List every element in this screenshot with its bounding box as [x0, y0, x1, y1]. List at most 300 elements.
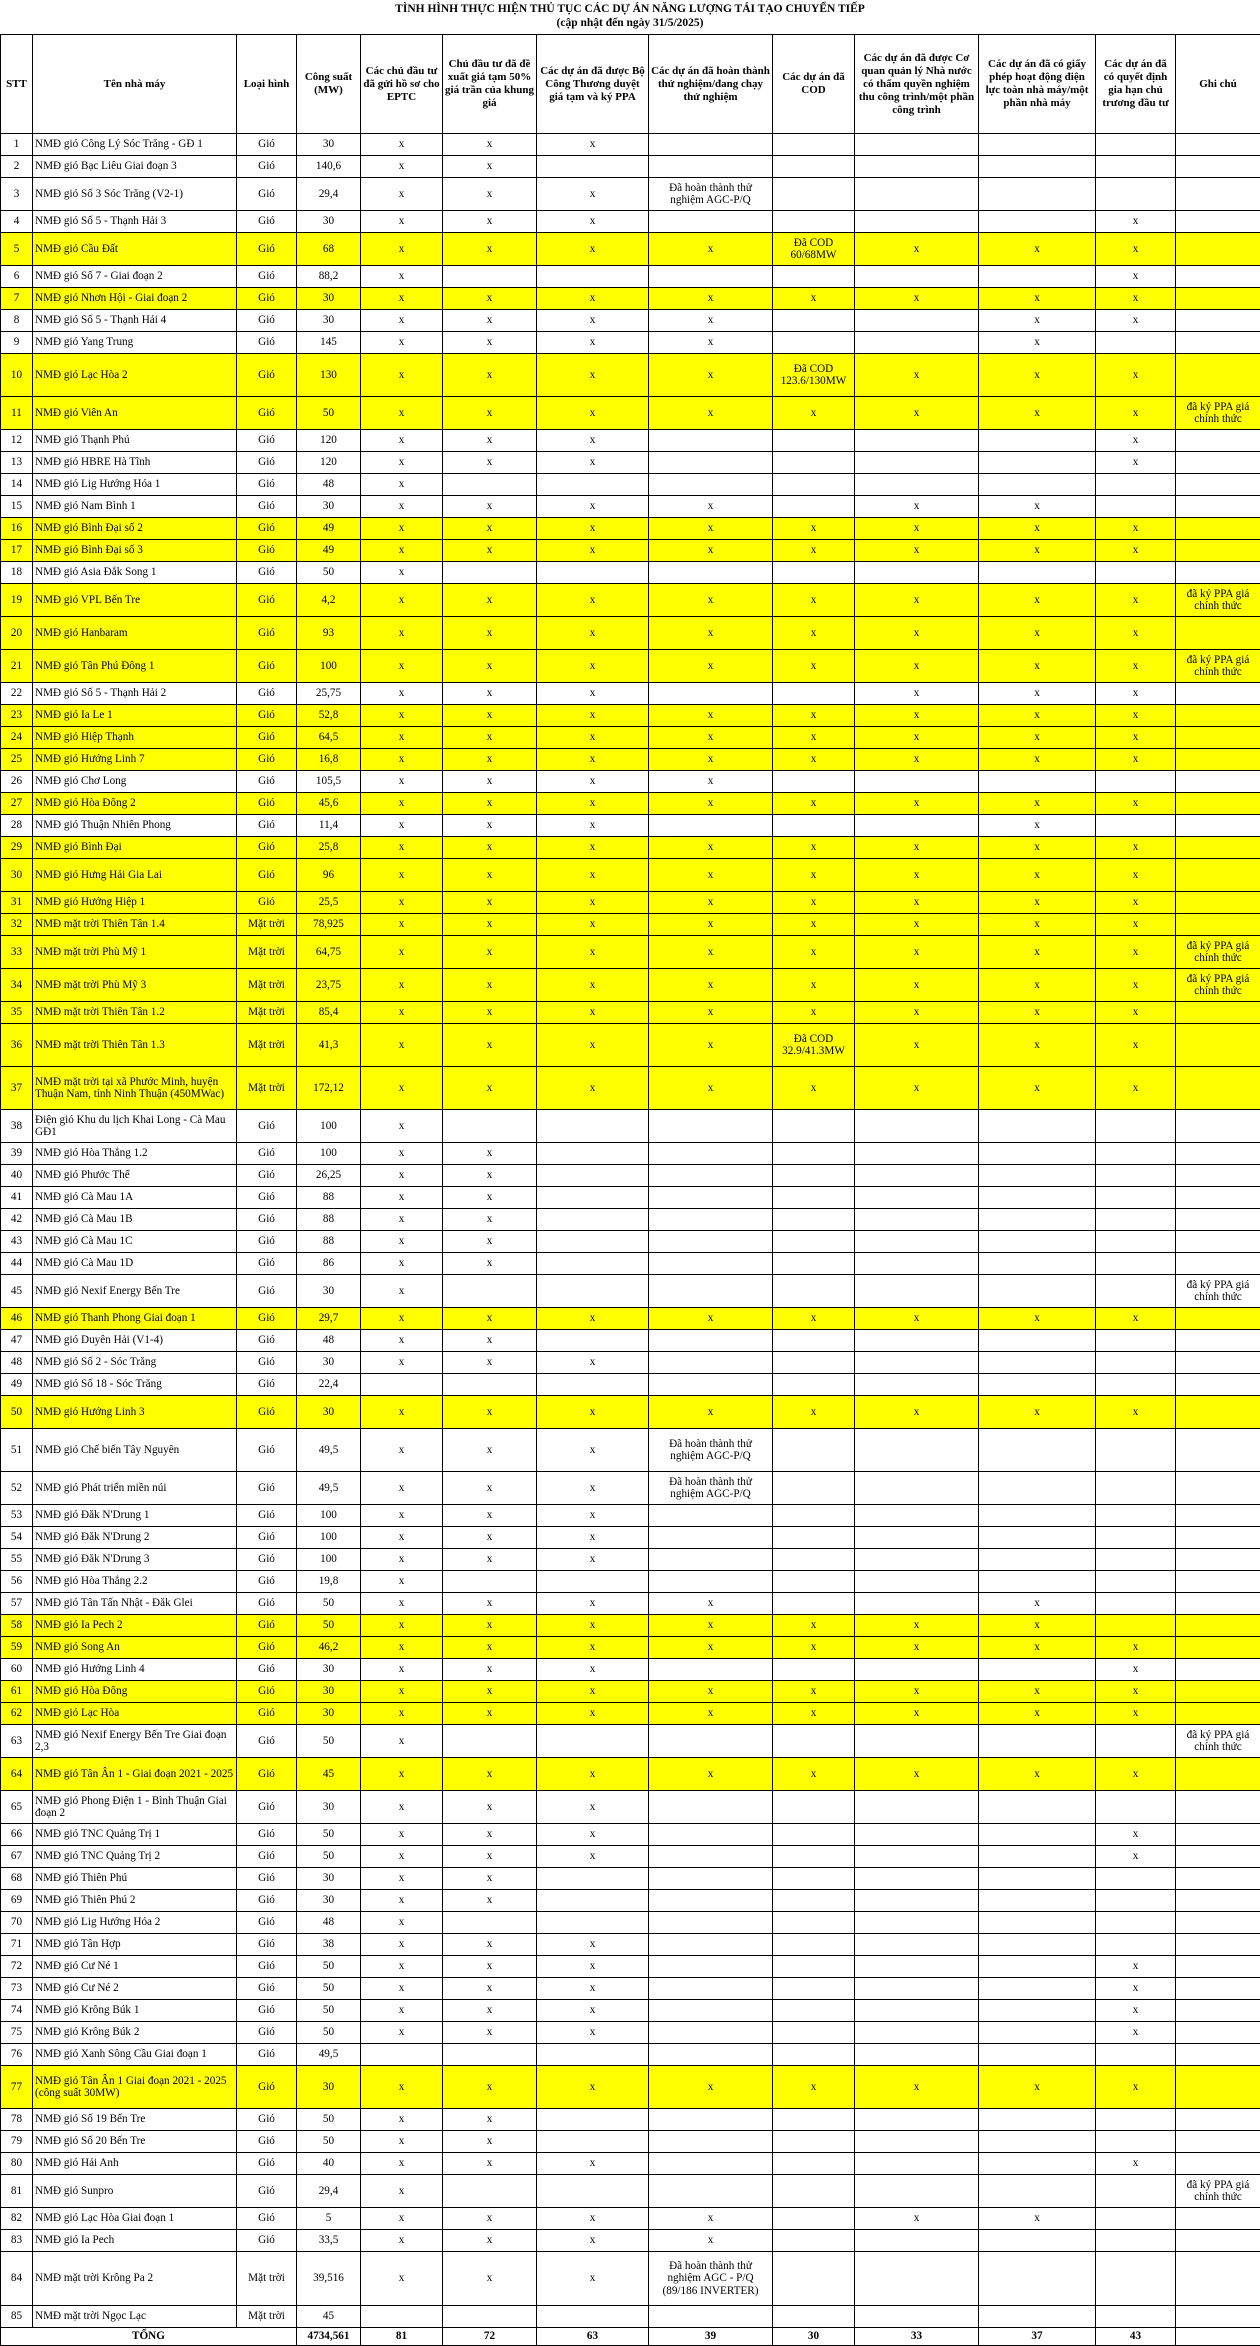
table-cell: x	[537, 650, 649, 683]
table-cell: Đã hoàn thành thử nghiệm AGC-P/Q	[649, 1472, 773, 1505]
table-cell: x	[537, 1659, 649, 1681]
table-cell	[1176, 2066, 1260, 2109]
table-cell: Gió	[237, 1593, 297, 1615]
table-cell: x	[979, 1024, 1096, 1067]
table-cell: x	[537, 1308, 649, 1330]
table-row	[1, 2044, 1260, 2066]
table-cell: x	[443, 815, 537, 837]
table-cell: x	[979, 1308, 1096, 1330]
table-cell	[773, 1187, 855, 1209]
table-cell: 88	[297, 1209, 361, 1231]
table-cell: x	[979, 837, 1096, 859]
total-cell: 43	[1096, 2328, 1176, 2346]
table-cell	[1096, 1549, 1176, 1571]
table-cell: 19,8	[297, 1571, 361, 1593]
table-cell: 85	[1, 2306, 33, 2328]
table-cell: x	[855, 2208, 979, 2230]
table-cell: 46,2	[297, 1637, 361, 1659]
table-cell	[1176, 1308, 1260, 1330]
table-cell: x	[649, 1758, 773, 1791]
table-cell: x	[773, 584, 855, 617]
table-cell: 29,4	[297, 2175, 361, 2208]
table-cell	[979, 452, 1096, 474]
plant-name-cell: NMĐ gió Cư Né 1	[33, 1956, 237, 1978]
plant-name-cell: NMĐ gió Ia Pech	[33, 2230, 237, 2252]
table-cell: x	[537, 518, 649, 540]
table-cell	[979, 2175, 1096, 2208]
table-cell: x	[443, 1396, 537, 1429]
table-cell	[1176, 1231, 1260, 1253]
table-cell	[443, 1374, 537, 1396]
table-cell: x	[1096, 936, 1176, 969]
table-cell	[1096, 1725, 1176, 1758]
table-cell	[1096, 1231, 1176, 1253]
table-cell	[1176, 1681, 1260, 1703]
table-cell: x	[979, 969, 1096, 1002]
table-cell: x	[361, 1429, 443, 1472]
table-cell	[1176, 156, 1260, 178]
table-cell: Gió	[237, 650, 297, 683]
table-cell: 18	[1, 562, 33, 584]
table-cell	[979, 1187, 1096, 1209]
table-cell: x	[361, 1703, 443, 1725]
table-row	[1, 2306, 1260, 2328]
table-cell: x	[537, 1429, 649, 1472]
table-cell: x	[1096, 1978, 1176, 2000]
table-cell: Gió	[237, 1231, 297, 1253]
table-cell: 120	[297, 452, 361, 474]
table-cell: x	[443, 1231, 537, 1253]
table-cell: x	[773, 936, 855, 969]
table-cell: x	[1096, 650, 1176, 683]
table-cell: x	[361, 727, 443, 749]
plant-name-cell: NMĐ mặt trời Phù Mỹ 1	[33, 936, 237, 969]
table-cell: x	[855, 1758, 979, 1791]
table-cell: 26,25	[297, 1165, 361, 1187]
column-header: STT	[1, 35, 33, 134]
table-cell	[1176, 1024, 1260, 1067]
table-cell: x	[979, 859, 1096, 892]
table-cell: x	[443, 178, 537, 211]
table-row	[1, 1187, 1260, 1209]
table-row	[1, 496, 1260, 518]
table-row	[1, 397, 1260, 430]
table-cell	[979, 1527, 1096, 1549]
table-cell: x	[649, 2230, 773, 2252]
table-cell	[773, 266, 855, 288]
table-cell: 80	[1, 2153, 33, 2175]
table-cell: 49	[297, 518, 361, 540]
table-cell	[1176, 1758, 1260, 1791]
plant-name-cell: NMĐ gió Số 5 - Thạnh Hải 2	[33, 683, 237, 705]
table-cell	[1176, 683, 1260, 705]
table-cell: Gió	[237, 452, 297, 474]
table-row	[1, 332, 1260, 354]
table-cell: x	[537, 705, 649, 727]
table-row	[1, 1067, 1260, 1110]
table-cell	[773, 2131, 855, 2153]
table-cell: Gió	[237, 474, 297, 496]
table-cell	[979, 2252, 1096, 2306]
table-cell: x	[979, 705, 1096, 727]
table-cell: Gió	[237, 2109, 297, 2131]
table-cell: Gió	[237, 1912, 297, 1934]
table-cell: x	[773, 518, 855, 540]
table-row	[1, 2153, 1260, 2175]
table-cell: Gió	[237, 1978, 297, 2000]
plant-name-cell: NMĐ gió Hướng Hiệp 1	[33, 892, 237, 914]
table-cell	[855, 1143, 979, 1165]
table-cell: 25,8	[297, 837, 361, 859]
table-cell	[1096, 1429, 1176, 1472]
table-cell	[649, 2044, 773, 2066]
table-cell	[537, 156, 649, 178]
table-cell: x	[361, 540, 443, 562]
table-header-row	[1, 35, 1260, 134]
table-cell: 30	[297, 1890, 361, 1912]
table-cell: x	[537, 1472, 649, 1505]
table-cell: x	[855, 397, 979, 430]
table-cell: Đã hoàn thành thử nghiệm AGC-P/Q	[649, 178, 773, 211]
table-cell	[649, 452, 773, 474]
table-cell: x	[1096, 540, 1176, 562]
table-cell: x	[855, 540, 979, 562]
table-cell	[979, 2131, 1096, 2153]
table-cell	[773, 1868, 855, 1890]
table-cell: x	[361, 892, 443, 914]
table-cell	[979, 1824, 1096, 1846]
plant-name-cell: NMĐ gió Nexif Energy Bến Tre Giai đoạn 2,3	[33, 1725, 237, 1758]
table-cell: x	[855, 584, 979, 617]
table-cell	[855, 1374, 979, 1396]
table-cell	[979, 1890, 1096, 1912]
table-cell: x	[855, 1637, 979, 1659]
table-cell	[1176, 837, 1260, 859]
plant-name-cell: NMĐ gió Tân Phú Đông 1	[33, 650, 237, 683]
plant-name-cell: NMĐ gió Số 7 - Giai đoạn 2	[33, 266, 237, 288]
total-cell: 63	[537, 2328, 649, 2346]
plant-name-cell: NMĐ gió Hướng Linh 7	[33, 749, 237, 771]
table-cell: Gió	[237, 496, 297, 518]
table-cell: x	[649, 969, 773, 1002]
table-cell: x	[361, 815, 443, 837]
table-cell: x	[361, 211, 443, 233]
plant-name-cell: NMĐ gió Đăk N'Drung 2	[33, 1527, 237, 1549]
table-cell	[1176, 1912, 1260, 1934]
table-cell: 45,6	[297, 793, 361, 815]
table-cell: 57	[1, 1593, 33, 1615]
table-row	[1, 1396, 1260, 1429]
table-cell	[855, 1275, 979, 1308]
table-row	[1, 771, 1260, 793]
table-cell: Gió	[237, 1637, 297, 1659]
table-cell: x	[855, 793, 979, 815]
table-row	[1, 727, 1260, 749]
table-cell: x	[773, 1002, 855, 1024]
table-cell	[649, 1934, 773, 1956]
table-cell: x	[979, 584, 1096, 617]
table-cell	[855, 452, 979, 474]
table-cell	[855, 1110, 979, 1143]
table-cell: x	[773, 969, 855, 1002]
table-cell	[773, 1571, 855, 1593]
table-cell	[979, 1330, 1096, 1352]
column-header: Các dự án đã COD	[773, 35, 855, 134]
table-cell	[537, 2131, 649, 2153]
table-cell	[979, 474, 1096, 496]
table-cell	[1176, 1637, 1260, 1659]
table-cell	[649, 1110, 773, 1143]
table-cell: x	[773, 1703, 855, 1725]
table-cell: x	[443, 1002, 537, 1024]
table-cell	[1096, 496, 1176, 518]
table-cell	[855, 2230, 979, 2252]
table-cell: 62	[1, 1703, 33, 1725]
table-cell	[1176, 266, 1260, 288]
table-cell: x	[361, 332, 443, 354]
table-row	[1, 540, 1260, 562]
table-cell: 73	[1, 1978, 33, 2000]
table-cell: Gió	[237, 892, 297, 914]
table-cell	[1096, 178, 1176, 211]
table-cell	[773, 1143, 855, 1165]
table-cell: x	[649, 1615, 773, 1637]
table-cell: Gió	[237, 540, 297, 562]
table-cell: 16	[1, 518, 33, 540]
table-cell: x	[773, 749, 855, 771]
table-cell: x	[537, 332, 649, 354]
table-cell: 45	[297, 2306, 361, 2328]
table-cell: Gió	[237, 2131, 297, 2153]
table-cell: Gió	[237, 1549, 297, 1571]
table-cell	[537, 1330, 649, 1352]
table-cell: 50	[297, 1615, 361, 1637]
table-cell: x	[443, 771, 537, 793]
table-cell: x	[649, 1396, 773, 1429]
table-cell: x	[1096, 1681, 1176, 1703]
table-cell	[773, 1527, 855, 1549]
table-cell	[979, 1110, 1096, 1143]
table-cell: x	[443, 2252, 537, 2306]
table-cell	[1096, 1374, 1176, 1396]
table-cell: x	[443, 1549, 537, 1571]
table-cell	[979, 562, 1096, 584]
table-cell: x	[979, 540, 1096, 562]
table-cell: x	[443, 1934, 537, 1956]
table-cell: x	[537, 2252, 649, 2306]
table-cell: x	[855, 650, 979, 683]
table-cell: x	[537, 892, 649, 914]
table-cell: đã ký PPA giá chính thức	[1176, 584, 1260, 617]
table-cell: x	[537, 288, 649, 310]
table-cell: x	[979, 1067, 1096, 1110]
table-cell	[979, 1352, 1096, 1374]
table-cell	[855, 134, 979, 156]
table-cell: đã ký PPA giá chính thức	[1176, 397, 1260, 430]
table-cell: 172,12	[297, 1067, 361, 1110]
table-row	[1, 1890, 1260, 1912]
table-cell: x	[537, 354, 649, 397]
table-cell	[1096, 1472, 1176, 1505]
table-cell: x	[649, 1067, 773, 1110]
table-cell: x	[361, 156, 443, 178]
plant-name-cell: NMĐ gió Hòa Đông 2	[33, 793, 237, 815]
table-cell: Đã hoàn thành thử nghiệm AGC - P/Q (89/186 INVERTER)	[649, 2252, 773, 2306]
plant-name-cell: NMĐ gió HBRE Hà Tĩnh	[33, 452, 237, 474]
plant-name-cell: NMĐ gió Viên An	[33, 397, 237, 430]
table-cell: x	[443, 496, 537, 518]
plant-name-cell: NMĐ gió Lig Hướng Hóa 1	[33, 474, 237, 496]
table-cell	[1176, 1956, 1260, 1978]
table-cell: Gió	[237, 1725, 297, 1758]
table-cell: x	[649, 354, 773, 397]
table-cell	[649, 134, 773, 156]
table-cell: 60	[1, 1659, 33, 1681]
table-cell: 45	[1, 1275, 33, 1308]
table-cell	[855, 1527, 979, 1549]
table-cell: x	[855, 2066, 979, 2109]
table-cell: x	[361, 1024, 443, 1067]
plant-name-cell: NMĐ gió Krông Búk 1	[33, 2000, 237, 2022]
table-cell	[855, 1890, 979, 1912]
table-cell	[979, 1231, 1096, 1253]
table-cell: x	[361, 1330, 443, 1352]
table-cell: 78	[1, 2109, 33, 2131]
table-cell: x	[537, 771, 649, 793]
table-cell: x	[443, 354, 537, 397]
table-cell	[773, 1934, 855, 1956]
table-cell: x	[361, 2022, 443, 2044]
table-row	[1, 1275, 1260, 1308]
table-cell	[773, 1912, 855, 1934]
table-cell: Gió	[237, 859, 297, 892]
table-cell	[773, 156, 855, 178]
table-cell	[1176, 1703, 1260, 1725]
table-cell	[1176, 310, 1260, 332]
table-cell: x	[361, 1912, 443, 1934]
table-cell	[1096, 1890, 1176, 1912]
table-cell	[855, 310, 979, 332]
table-row	[1, 793, 1260, 815]
table-cell: x	[361, 1824, 443, 1846]
table-cell: x	[773, 1308, 855, 1330]
table-cell: x	[537, 1024, 649, 1067]
table-cell	[1096, 1571, 1176, 1593]
table-row	[1, 914, 1260, 936]
table-cell: x	[443, 2000, 537, 2022]
table-cell: x	[443, 332, 537, 354]
table-row	[1, 288, 1260, 310]
table-cell: x	[537, 178, 649, 211]
table-cell	[979, 1659, 1096, 1681]
table-cell	[1176, 2044, 1260, 2066]
table-cell: x	[361, 288, 443, 310]
table-cell: Gió	[237, 1429, 297, 1472]
table-cell	[649, 1725, 773, 1758]
table-cell: x	[443, 1703, 537, 1725]
table-row	[1, 452, 1260, 474]
table-cell	[1176, 1846, 1260, 1868]
table-cell: x	[649, 540, 773, 562]
table-cell: x	[1096, 705, 1176, 727]
plant-name-cell: NMĐ mặt trời Krông Pa 2	[33, 2252, 237, 2306]
table-cell: x	[361, 1637, 443, 1659]
plant-name-cell: NMĐ gió Sunpro	[33, 2175, 237, 2208]
table-cell: 68	[297, 233, 361, 266]
table-body	[1, 134, 1260, 2346]
table-cell: x	[361, 474, 443, 496]
plant-name-cell: NMĐ gió Tân Hợp	[33, 1934, 237, 1956]
table-cell: x	[1096, 969, 1176, 1002]
table-cell: Gió	[237, 1956, 297, 1978]
plant-name-cell: Điện gió Khu du lịch Khai Long - Cà Mau GĐ1	[33, 1110, 237, 1143]
table-cell: x	[361, 1396, 443, 1429]
table-cell: 49	[297, 540, 361, 562]
table-cell: x	[537, 1549, 649, 1571]
table-cell: Đã hoàn thành thử nghiệm AGC-P/Q	[649, 1429, 773, 1472]
table-cell	[1176, 914, 1260, 936]
table-cell	[1096, 1143, 1176, 1165]
table-cell	[855, 1330, 979, 1352]
table-cell	[649, 1209, 773, 1231]
table-cell: Mặt trời	[237, 1024, 297, 1067]
table-cell: 41,3	[297, 1024, 361, 1067]
table-cell: x	[537, 2066, 649, 2109]
table-cell: x	[443, 1024, 537, 1067]
table-cell: x	[855, 1067, 979, 1110]
table-cell	[855, 2131, 979, 2153]
table-cell: x	[855, 1681, 979, 1703]
table-cell	[443, 2175, 537, 2208]
table-cell: 100	[297, 650, 361, 683]
table-cell: 50	[297, 1824, 361, 1846]
table-cell: 52	[1, 1472, 33, 1505]
table-cell: x	[537, 1758, 649, 1791]
table-cell: 78,925	[297, 914, 361, 936]
table-cell: Gió	[237, 793, 297, 815]
table-cell: Gió	[237, 2000, 297, 2022]
table-cell: Gió	[237, 1846, 297, 1868]
table-cell	[1096, 134, 1176, 156]
table-row	[1, 2000, 1260, 2022]
table-cell: x	[361, 683, 443, 705]
table-row	[1, 310, 1260, 332]
table-cell: x	[537, 859, 649, 892]
table-row	[1, 584, 1260, 617]
table-cell: 31	[1, 892, 33, 914]
total-cell: 4734,561	[297, 2328, 361, 2346]
table-cell: x	[1096, 1659, 1176, 1681]
table-cell: 48	[297, 474, 361, 496]
table-cell: x	[979, 936, 1096, 969]
table-cell: x	[649, 584, 773, 617]
total-cell: 39	[649, 2328, 773, 2346]
table-cell: x	[443, 936, 537, 969]
table-cell	[855, 562, 979, 584]
table-cell: 20	[1, 617, 33, 650]
table-row	[1, 650, 1260, 683]
table-row	[1, 1615, 1260, 1637]
table-cell	[1176, 332, 1260, 354]
table-cell	[1176, 859, 1260, 892]
table-row	[1, 1868, 1260, 1890]
table-cell: 69	[1, 1890, 33, 1912]
table-cell	[537, 2109, 649, 2131]
table-cell: 29,7	[297, 1308, 361, 1330]
table-cell	[649, 2175, 773, 2208]
table-cell	[649, 1165, 773, 1187]
table-cell: x	[649, 496, 773, 518]
